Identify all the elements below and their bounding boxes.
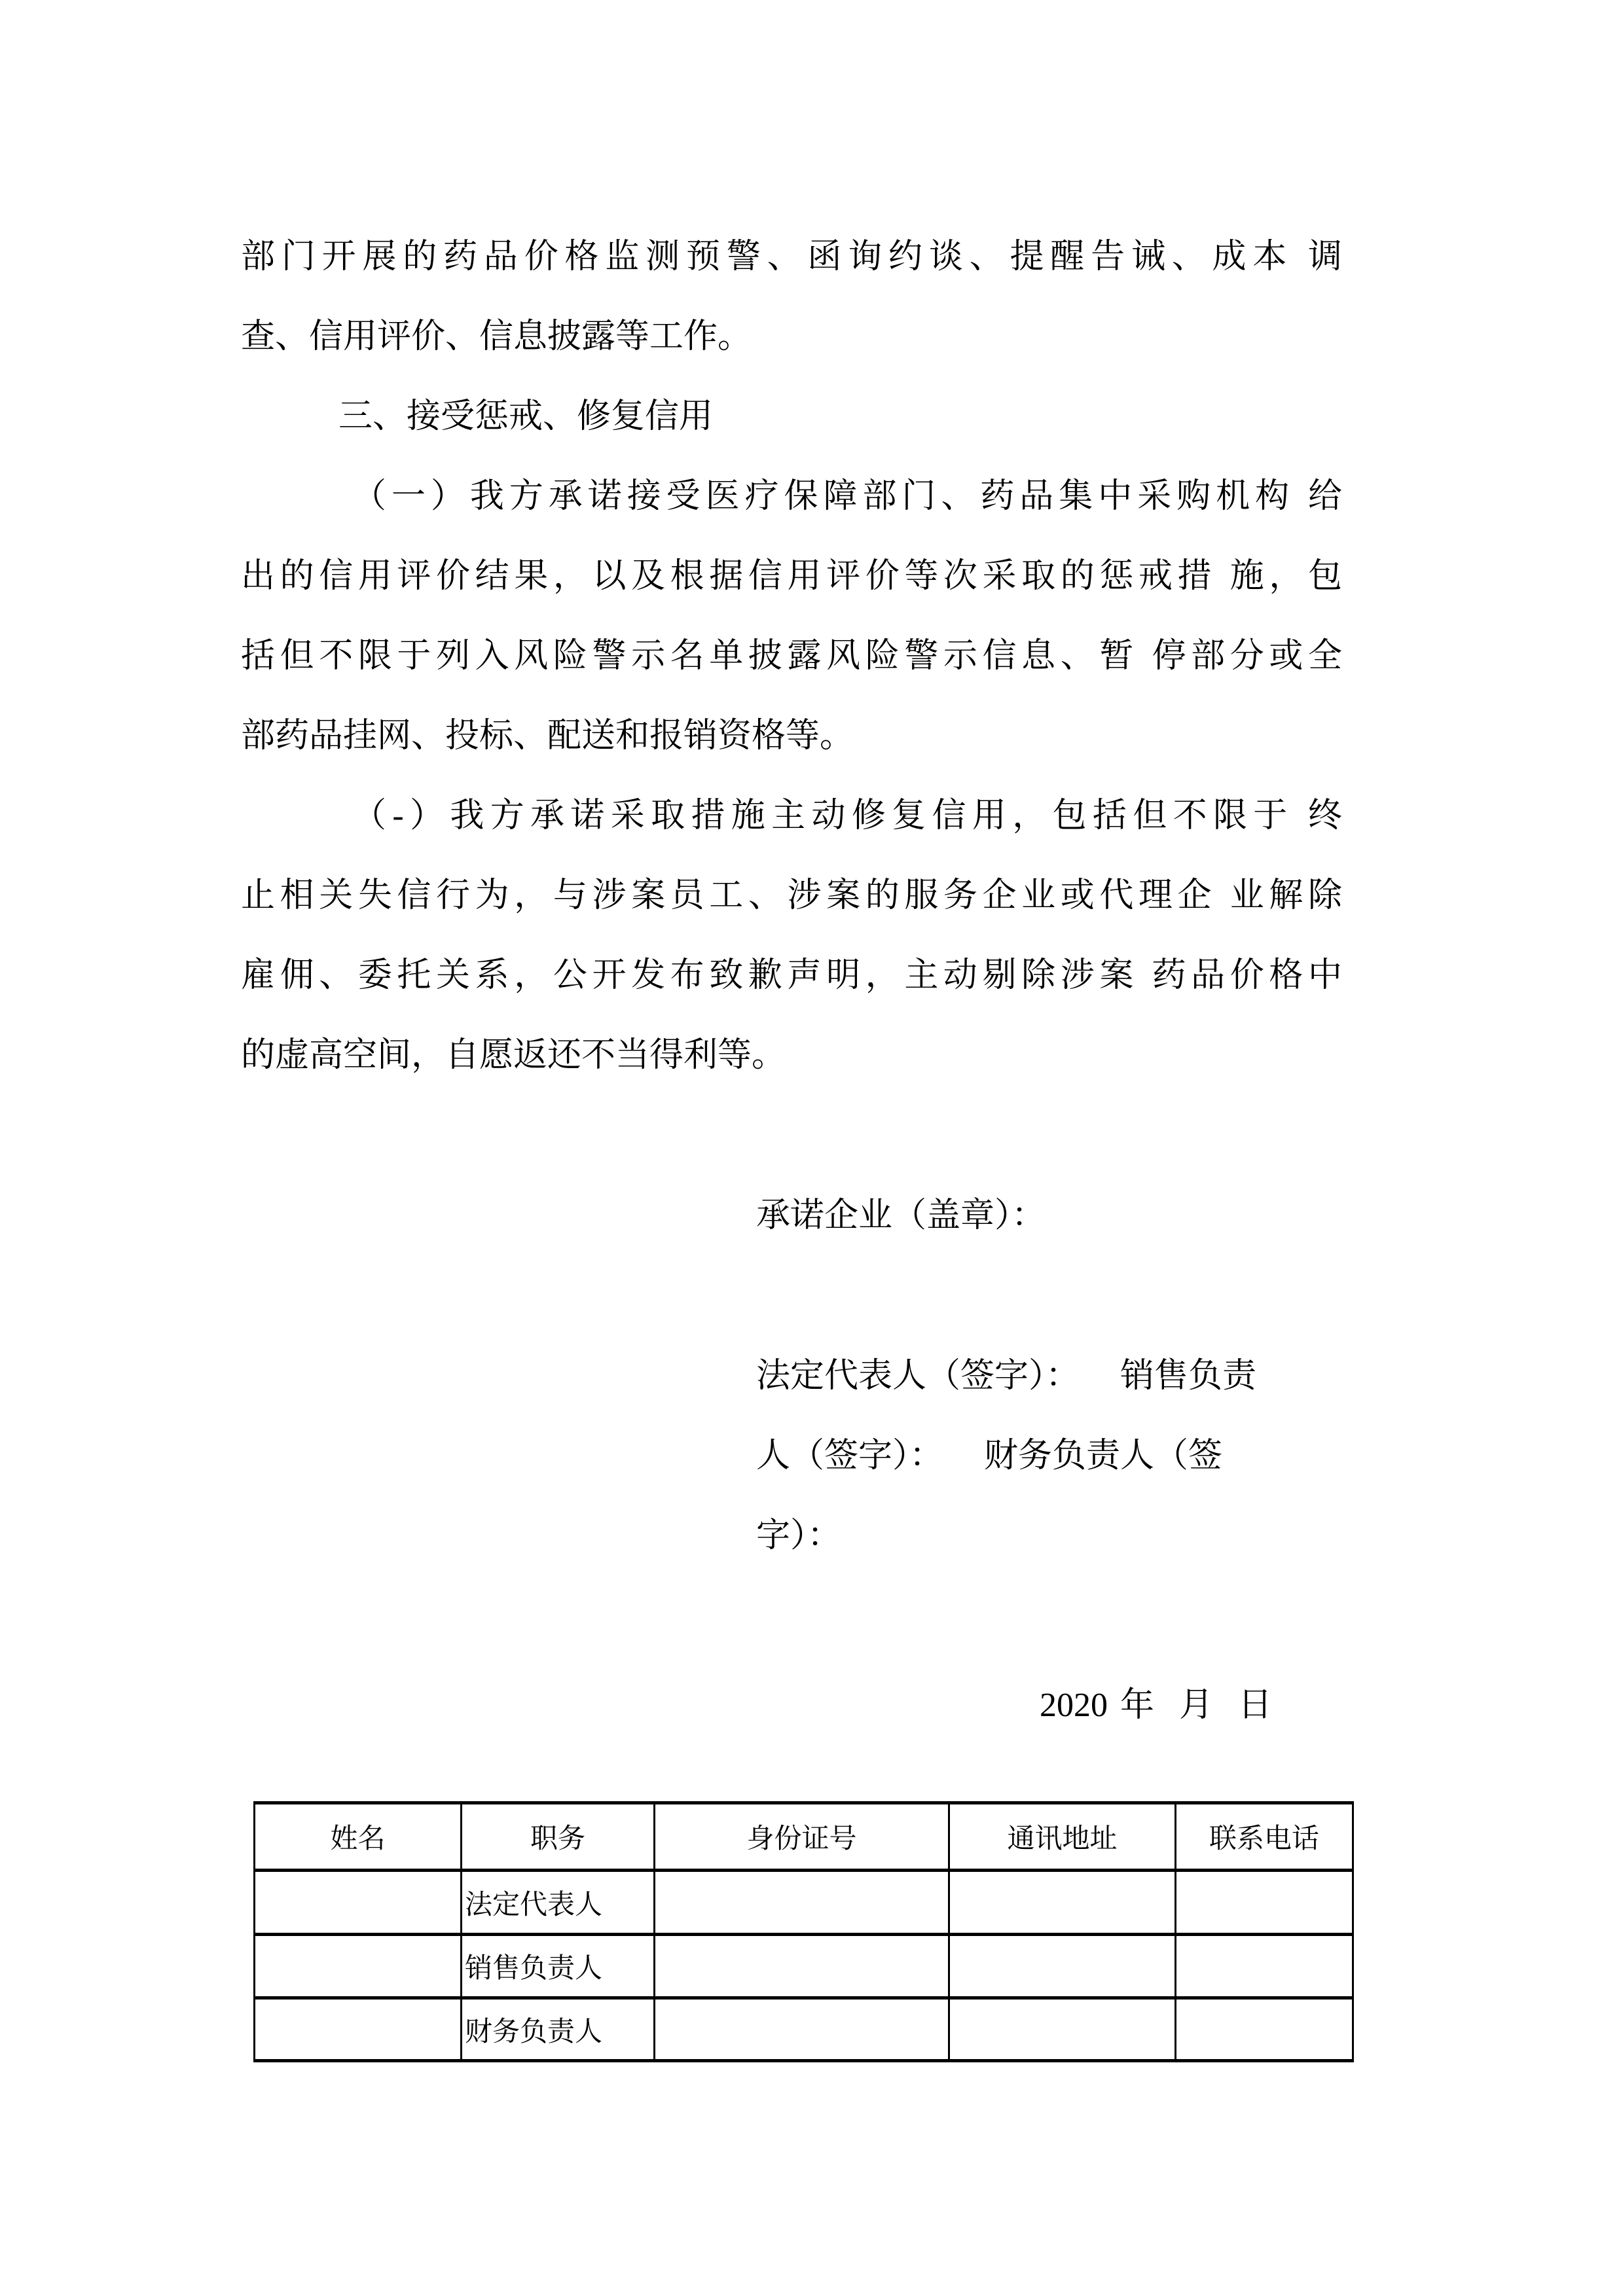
paragraph-line: 部药品挂网、投标、配送和报销资格等。 (241, 717, 854, 755)
table-header-phone: 联系电话 (1176, 1803, 1353, 1871)
paragraph-line: 查、信用评价、信息披露等工作。 (241, 318, 752, 355)
paragraph-line: 出的信用评价结果，以及根据信用评价等次采取的惩戒措 施，包 (241, 558, 1342, 595)
table-cell-title: 法定代表人 (462, 1871, 655, 1935)
signature-date-line: 2020 年 月 日 (1040, 1687, 1273, 1724)
signature-line: 法定代表人（签字）： 销售负责 (756, 1357, 1257, 1395)
table-cell-name (255, 1871, 462, 1935)
table-cell-phone (1176, 1935, 1353, 1998)
table-cell-phone (1176, 1871, 1353, 1935)
table-cell-id-number (655, 1871, 949, 1935)
table-row (255, 1935, 1353, 1998)
table-header-name: 姓名 (255, 1803, 462, 1871)
signature-block (756, 1336, 1256, 1576)
table-row (255, 1998, 1353, 2061)
table-header-title: 职务 (462, 1803, 655, 1871)
table-header-row (255, 1803, 1353, 1871)
table-cell-title: 销售负责人 (462, 1935, 655, 1998)
table-cell-title: 财务负责人 (462, 1998, 655, 2061)
table-cell-address (949, 1998, 1176, 2061)
table-header-address: 通讯地址 (949, 1803, 1176, 1871)
signature-line: 字）： (756, 1517, 842, 1554)
paragraph-line: （一）我方承诺接受医疗保障部门、药品集中采购机构 给 (352, 478, 1342, 515)
paragraph-line: 的虚高空间，自愿返还不当得利等。 (241, 1037, 786, 1074)
paragraph-line: 部门开展的药品价格监测预警、函询约谈、提醒告诫、成本 调 (241, 238, 1342, 276)
contacts-table (253, 1801, 1354, 2062)
table-cell-address (949, 1871, 1176, 1935)
signature-company-seal-line: 承诺企业（盖章）： (756, 1197, 1046, 1234)
table-cell-name (255, 1998, 462, 2061)
table-row (255, 1871, 1353, 1935)
body-text-block (241, 217, 1342, 1096)
table-cell-name (255, 1935, 462, 1998)
paragraph-line: 止相关失信行为，与涉案员工、涉案的服务企业或代理企 业解除 (241, 877, 1342, 914)
paragraph-line: 括但不限于列入风险警示名单披露风险警示信息、暂 停部分或全 (241, 637, 1342, 675)
table-cell-address (949, 1935, 1176, 1998)
table-header-id-number: 身份证号 (655, 1803, 949, 1871)
table-cell-phone (1176, 1998, 1353, 2061)
signature-line: 人（签字）： 财务负责人（签 (756, 1437, 1223, 1475)
table-cell-id-number (655, 1935, 949, 1998)
section-heading: 三、接受惩戒、修复信用 (338, 398, 714, 435)
paragraph-line: 雇佣、委托关系，公开发布致歉声明，主动剔除涉案 药品价格中 (241, 957, 1342, 994)
paragraph-line: （-）我方承诺采取措施主动修复信用，包括但不限于 终 (352, 797, 1342, 834)
table-cell-id-number (655, 1998, 949, 2061)
